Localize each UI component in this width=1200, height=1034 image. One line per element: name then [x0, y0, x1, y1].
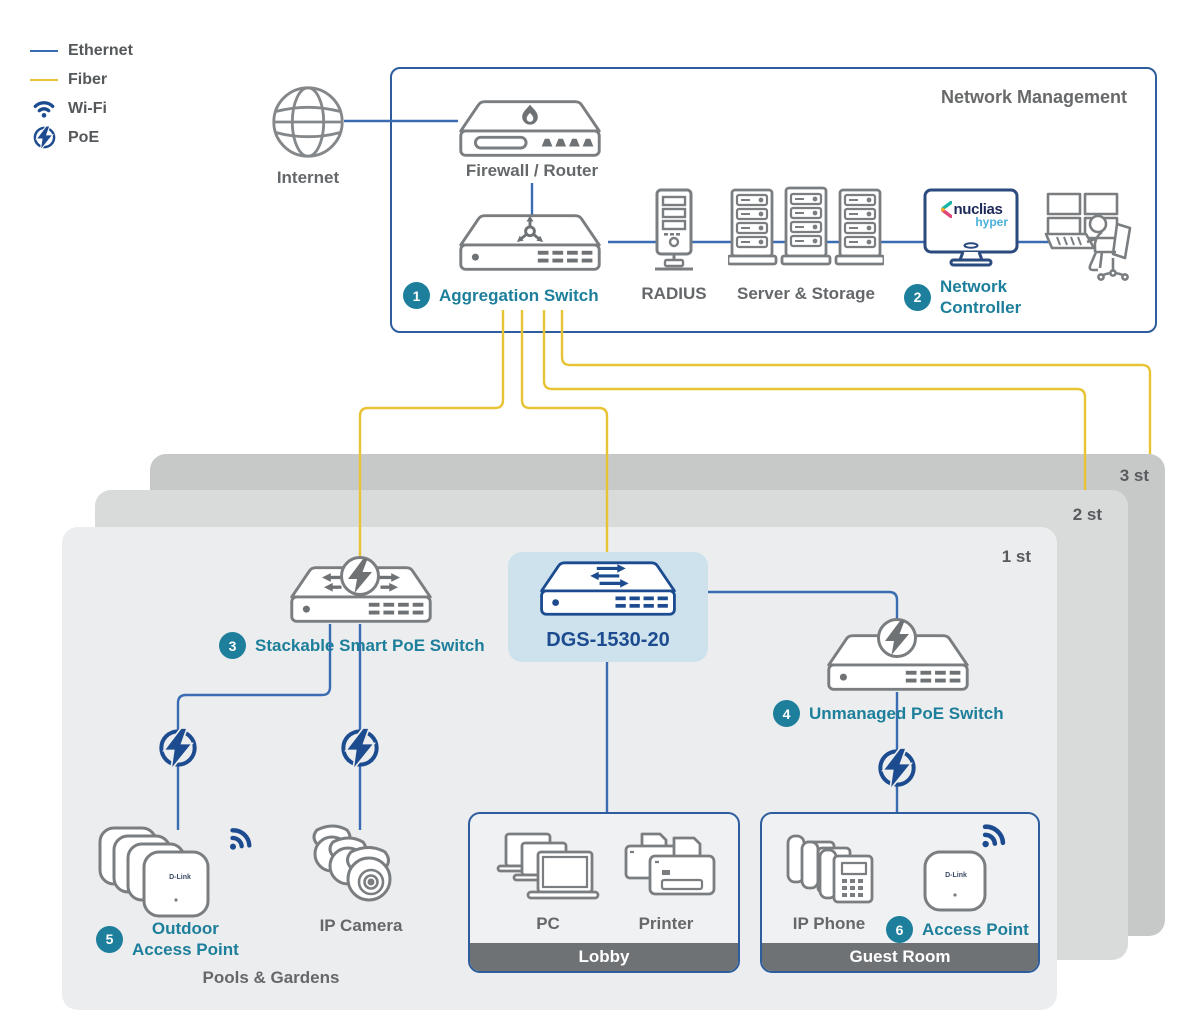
aggregation-switch-callout [403, 282, 599, 309]
ip-camera-stack [303, 824, 415, 912]
stackable-switch-callout [219, 632, 485, 659]
legend-ethernet [30, 36, 133, 65]
server-storage-label: Server & Storage [737, 284, 875, 303]
badge-1: 1 [403, 282, 430, 309]
pools-gardens-label: Pools & Gardens [202, 968, 340, 987]
server-storage-icon [728, 186, 884, 270]
rack-3 [836, 190, 884, 264]
firewall-router-label: Firewall / Router [465, 161, 599, 180]
pc-label: PC [536, 914, 560, 933]
guest-ap-label: Access Point [922, 919, 1029, 939]
rack-1 [728, 190, 776, 264]
badge-6: 6 [886, 916, 913, 943]
aggregation-switch-device [452, 212, 608, 274]
legend-ethernet-label: Ethernet [68, 41, 133, 59]
controller-label-line2: Controller [940, 298, 1022, 317]
controller-label-line1: Network [940, 277, 1008, 296]
dgs-1530-20-label: DGS-1530-20 [546, 629, 670, 651]
ip-phone-label: IP Phone [792, 914, 866, 933]
firewall-router-device [452, 98, 608, 160]
nuclias-hyper-text: hyper [975, 215, 1008, 229]
ap-brand-text: D-Link [169, 874, 191, 881]
nuclias-logo [932, 201, 1010, 229]
lobby-title-bar [470, 943, 738, 971]
outdoor-ap-label-line1: Outdoor [151, 919, 219, 938]
poe-badge-unmanaged [876, 617, 918, 659]
guest-access-point-icon [922, 850, 988, 912]
ip-phone-stack-icon [784, 828, 876, 912]
dgs-1530-20-highlight-box [508, 552, 708, 662]
badge-2: 2 [904, 284, 931, 311]
ap-brand-text: D-Link [945, 872, 967, 879]
legend-poe-label: PoE [68, 128, 100, 146]
floor-1-label: 1 st [1001, 547, 1031, 566]
nuclias-brand-text: nuclias [953, 201, 1003, 218]
ip-camera-label: IP Camera [319, 916, 403, 935]
outdoor-ap-callout [96, 918, 239, 960]
poe-inline-icon-guest-room [877, 748, 917, 788]
ethernet-line-swatch [30, 50, 58, 52]
floor-2-label: 2 st [1072, 505, 1102, 524]
legend [30, 36, 133, 152]
operator-workstation-icon [1040, 186, 1162, 286]
legend-wifi [30, 94, 133, 123]
wifi-icon [30, 98, 58, 119]
radius-server-icon [651, 188, 697, 272]
internet-globe-icon [270, 84, 346, 160]
guest-room-title-bar [762, 943, 1038, 971]
wifi-icon-outdoor-ap [217, 818, 261, 862]
printer-label: Printer [638, 914, 694, 933]
person-head [1090, 216, 1106, 232]
poe-icon [30, 126, 58, 149]
poe-badge-stackable [339, 555, 381, 597]
badge-5: 5 [96, 926, 123, 953]
outdoor-ap-label-line2: Access Point [132, 940, 239, 959]
badge-4: 4 [773, 700, 800, 727]
poe-inline-icon-outdoor-ap [158, 728, 198, 768]
radius-label: RADIUS [641, 284, 707, 303]
printer-stack-icon [622, 832, 718, 904]
rack-2 [782, 188, 830, 264]
lobby-box [468, 812, 740, 973]
front-access-point [144, 852, 208, 916]
legend-wifi-label: Wi-Fi [68, 99, 107, 117]
nuclias-chevron-icon [940, 201, 952, 218]
network-management-title: Network Management [940, 87, 1127, 107]
pc-stack-icon [494, 832, 600, 906]
floor-3-label: 3 st [1119, 466, 1149, 485]
guest-room-title: Guest Room [849, 947, 951, 966]
internet-label: Internet [276, 168, 340, 187]
legend-fiber [30, 65, 133, 94]
poe-inline-icon-ip-camera [340, 728, 380, 768]
legend-poe [30, 123, 133, 152]
legend-fiber-label: Fiber [68, 70, 108, 88]
unmanaged-switch-label: Unmanaged PoE Switch [809, 703, 1004, 723]
guest-room-box [760, 812, 1040, 973]
lobby-title: Lobby [578, 947, 630, 966]
aggregation-switch-label: Aggregation Switch [439, 285, 599, 305]
badge-3: 3 [219, 632, 246, 659]
stackable-switch-label: Stackable Smart PoE Switch [255, 635, 485, 655]
guest-ap-callout [886, 916, 1029, 943]
network-controller-callout [904, 276, 1021, 318]
unmanaged-switch-callout [773, 700, 1004, 727]
dgs-1530-20-device [532, 560, 684, 618]
fiber-line-swatch [30, 79, 58, 81]
